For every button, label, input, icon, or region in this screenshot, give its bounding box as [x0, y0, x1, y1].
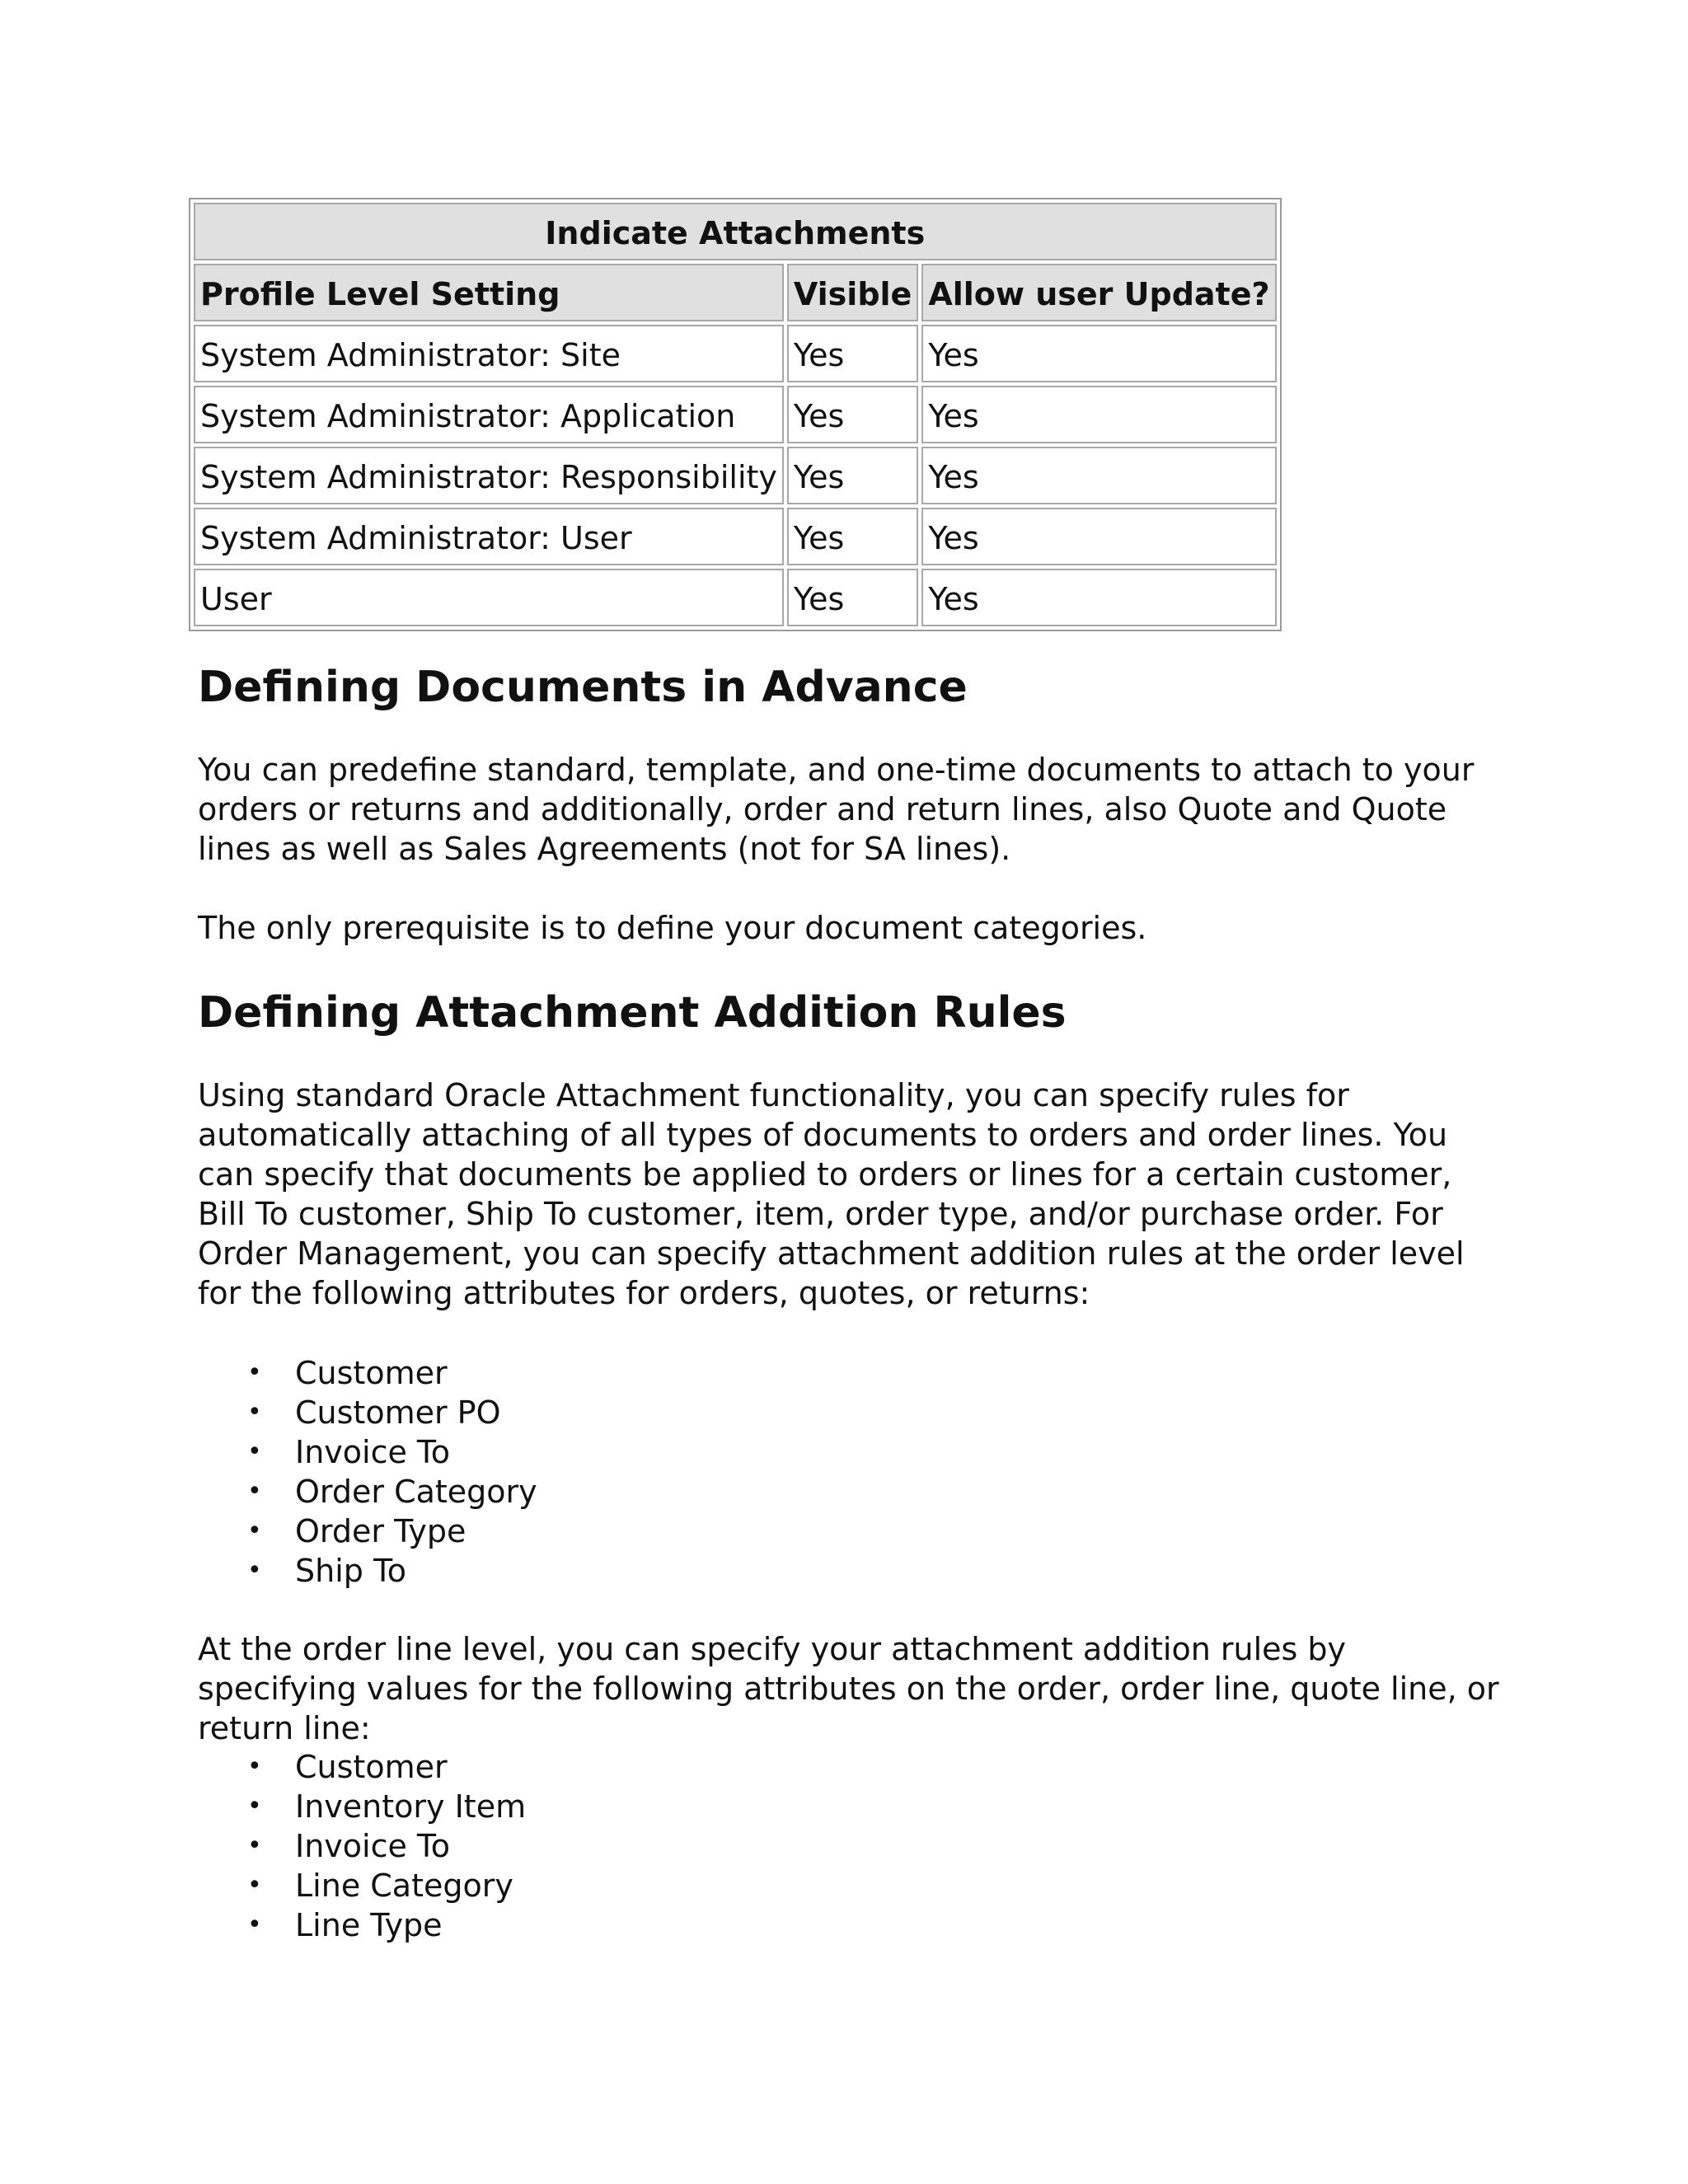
list-item-label: Order Category	[295, 1474, 537, 1510]
bullet-icon: •	[247, 1358, 262, 1387]
list-item-label: Order Type	[295, 1513, 467, 1549]
bullet-icon: •	[247, 1556, 262, 1585]
list-item	[198, 1511, 537, 1551]
list-item-label: Inventory Item	[295, 1788, 527, 1825]
cell-allow-update: Yes	[921, 325, 1276, 382]
table-row	[194, 569, 1277, 626]
table-row	[194, 325, 1277, 382]
table-title-row	[194, 203, 1277, 260]
list-item	[198, 1353, 537, 1393]
list-item-label: Customer	[295, 1355, 448, 1391]
bullet-icon: •	[247, 1871, 262, 1900]
table-row	[194, 508, 1277, 565]
list-item-label: Ship To	[295, 1553, 406, 1589]
table-title: Indicate Attachments	[194, 203, 1277, 260]
cell-visible: Yes	[787, 447, 918, 504]
list-item	[198, 1787, 526, 1826]
list-item-label: Customer PO	[295, 1394, 501, 1431]
cell-allow-update: Yes	[921, 569, 1276, 626]
paragraph-predefine-documents: You can predefine standard, template, and one-time documents to attach to your orders or returns and additionally, order and return lines, also Quote and Quote lines as well as Sales Agreements (not for SA lines).	[198, 752, 1475, 867]
list-item-label: Invoice To	[295, 1434, 450, 1470]
list-item	[198, 1551, 537, 1591]
table-row	[194, 386, 1277, 443]
cell-profile-level: System Administrator: Responsibility	[194, 447, 784, 504]
list-item	[198, 1432, 537, 1472]
list-item-label: Invoice To	[295, 1828, 450, 1864]
indicate-attachments-table	[189, 198, 1282, 631]
bullet-icon: •	[247, 1516, 262, 1545]
bullet-icon: •	[247, 1752, 262, 1781]
bullet-icon: •	[247, 1831, 262, 1860]
cell-allow-update: Yes	[921, 386, 1276, 443]
list-item	[198, 1747, 526, 1787]
list-item	[198, 1393, 537, 1432]
bullet-icon: •	[247, 1398, 262, 1427]
cell-profile-level: System Administrator: User	[194, 508, 784, 565]
list-item-label: Line Category	[295, 1868, 513, 1904]
bullet-icon: •	[247, 1910, 262, 1939]
cell-profile-level: System Administrator: Application	[194, 386, 784, 443]
list-item	[198, 1472, 537, 1511]
list-item	[198, 1866, 526, 1905]
cell-visible: Yes	[787, 569, 918, 626]
cell-visible: Yes	[787, 508, 918, 565]
list-item	[198, 1905, 526, 1945]
paragraph-attachment-rules: Using standard Oracle Attachment functionality, you can specify rules for automatically attaching of all types of documents to orders and order lines. You can specify that documents be applied to orders or lines for a certain customer, Bill To customer, Ship To customer, item, order type, and/or purchase order. For Order Management, you can specify attachment addition rules at the order level for the following attributes for orders, quotes, or returns:	[198, 1077, 1465, 1311]
order-level-attributes-list	[198, 1353, 537, 1591]
cell-visible: Yes	[787, 325, 918, 382]
cell-visible: Yes	[787, 386, 918, 443]
heading-attachment-addition-rules: Defining Attachment Addition Rules	[198, 988, 1067, 1038]
table-row	[194, 447, 1277, 504]
paragraph-prerequisite: The only prerequisite is to define your document categories.	[198, 910, 1147, 946]
bullet-icon: •	[247, 1437, 262, 1466]
heading-defining-documents: Defining Documents in Advance	[198, 663, 968, 712]
line-level-attributes-list	[198, 1747, 526, 1945]
list-item-label: Line Type	[295, 1907, 443, 1943]
paragraph-line-level-rules: At the order line level, you can specify your attachment addition rules by specifying values for the following attributes on the order, order line, quote line, or return line:	[198, 1631, 1499, 1746]
bullet-icon: •	[247, 1792, 262, 1821]
bullet-icon: •	[247, 1477, 262, 1506]
header-visible: Visible	[787, 264, 918, 321]
cell-profile-level: System Administrator: Site	[194, 325, 784, 382]
header-allow-user-update: Allow user Update?	[921, 264, 1276, 321]
table-header-row	[194, 264, 1277, 321]
list-item	[198, 1826, 526, 1866]
cell-allow-update: Yes	[921, 508, 1276, 565]
cell-profile-level: User	[194, 569, 784, 626]
list-item-label: Customer	[295, 1749, 448, 1785]
cell-allow-update: Yes	[921, 447, 1276, 504]
header-profile-level-setting: Profile Level Setting	[194, 264, 784, 321]
